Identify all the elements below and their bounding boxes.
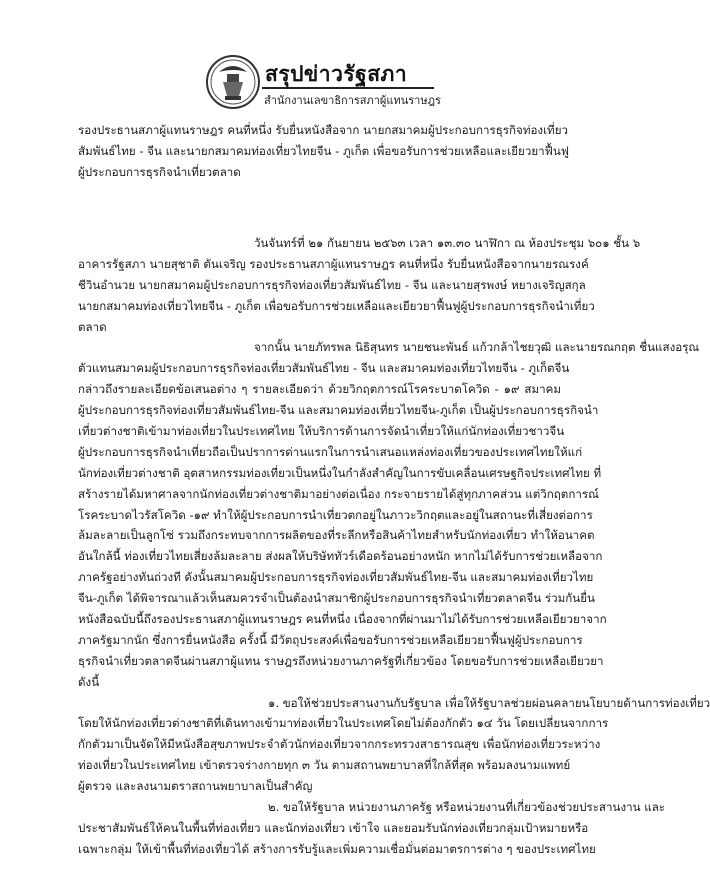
body-line: วันจันทร์ที่ ๒๑ กันยายน ๒๕๖๓ เวลา ๑๓.๓๐ นาฬิกา ณ ห้องประชุม ๖๐๑ ชั้น ๖ — [254, 236, 641, 250]
body-line: ธุรกิจนำเที่ยวตลาดจีนผ่านสภาผู้แทน ราษฎรถึงหน่วยงานภาครัฐที่เกี่ยวข้อง โดยขอรับการช่วยเหลือเยียวยา — [78, 653, 604, 668]
body-line: จีน-ภูเก็ต ได้พิจารณาแล้วเห็นสมควรจำเป็นต้องนำสมาชิกผู้ประกอบการธุรกิจนำเที่ยวตลาดจีน ร่วมกันยื่น — [78, 591, 595, 606]
body-line: สร้างรายได้มหาศาลจากนักท่องเที่ยวต่างชาติมาอย่างต่อเนื่อง กระจายรายได้สู่ทุกภาคส่วน แต่วิกฤตการณ์ — [78, 486, 599, 501]
body-line: ตลาด — [78, 319, 107, 334]
headline-line: สัมพันธ์ไทย - จีน และนายกสมาคมท่องเที่ยวไทยจีน - ภูเก็ต เพื่อขอรับการช่วยเหลือและเยียวยาฟื้นฟู — [78, 143, 569, 158]
body-line: ภาครัฐมากนัก ซึ่งการยื่นหนังสือ ครั้งนี้ มีวัตถุประสงค์เพื่อขอรับการช่วยเหลือเยียวยาฟื้นฟูผู้ประกอบการ — [78, 632, 583, 647]
body-line: ๑. ขอให้ช่วยประสานงานกับรัฐบาล เพื่อให้รัฐบาลช่วยผ่อนคลายนโยบายด้านการท่องเที่ยว — [268, 695, 710, 710]
body-line: ล้มละลายเป็นลูกโซ่ รวมถึงกระทบจากการผลิตของที่ระลึกหรือสินค้าไทยสำหรับนักท่องเที่ยว ทำให้อนาคต — [78, 528, 595, 543]
body-line: ประชาสัมพันธ์ให้คนในพื้นที่ท่องเที่ยว และนักท่องเที่ยว เข้าใจ และยอมรับนักท่องเที่ยวกลุ่มเป้าหมายหรือ — [78, 820, 589, 835]
body-line: หนังสือฉบับนี้ถึงรองประธานสภาผู้แทนราษฎร คนที่หนึ่ง เนื่องจากที่ผ่านมาไม่ได้รับการช่วยเหลือเยียวยาจาก — [78, 612, 607, 627]
body-line: นายกสมาคมท่องเที่ยวไทยจีน - ภูเก็ต เพื่อขอรับการช่วยเหลือและเยียวยาฟื้นฟูผู้ประกอบการธุรกิจนำเที่ยว — [78, 298, 595, 313]
body-line: โรคระบาดไวรัสโควิด -๑๙ ทำให้ผู้ประกอบการนำเที่ยวตกอยู่ในภาวะวิกฤตและอยู่ในสถานะที่เสี่ยงต่อการ — [78, 507, 593, 522]
body-line: ผู้ตรวจ และลงนามตราสถานพยาบาลเป็นสำคัญ — [78, 779, 313, 794]
body-line: นักท่องเที่ยวต่างชาติ อุตสาหกรรมท่องเที่ยวเป็นหนึ่งในกำลังสำคัญในการขับเคลื่อนเศรษฐกิจประเทศไทย ที่ — [78, 465, 602, 480]
body-line: ผู้ประกอบการธุรกิจนำเที่ยวถือเป็นปราการด่านแรกในการนำเสนอแหล่งท่องเที่ยวของประเทศไทยให้แก่ — [78, 444, 583, 459]
body-line: กักตัวมาเป็นจัดให้มีหนังสือสุขภาพประจำตัวนักท่องเที่ยวจากกระทรวงสาธารณสุข เพื่อนักท่องเที่ยวระหว่าง — [78, 737, 601, 752]
body-line: เฉพาะกลุ่ม ให้เข้าพื้นที่ท่องเที่ยวได้ สร้างการรับรู้และเพิ่มความเชื่อมั่นต่อมาตรการต่าง ๆ ของประเทศไทย — [78, 841, 596, 856]
body-line: เที่ยวต่างชาติเข้ามาท่องเที่ยวในประเทศไทย ให้บริการด้านการจัดนำเที่ยวให้แก่นักท่องเที่ยวชาวจีน — [78, 424, 565, 439]
body-line: ชีวินอำนวย นายกสมาคมผู้ประกอบการธุรกิจท่องเที่ยวสัมพันธ์ไทย - จีน และนายสุรพงษ์ หยางเจริญสกุล — [78, 277, 586, 292]
body-line: ดังนี้ — [78, 674, 100, 689]
body-line: ๒. ขอให้รัฐบาล หน่วยงานภาครัฐ หรือหน่วยงานที่เกี่ยวข้องช่วยประสานงาน และ — [268, 800, 666, 815]
body-line: ภาครัฐอย่างทันถ่วงที ดังนั้นสมาคมผู้ประกอบการธุรกิจท่องเที่ยวสัมพันธ์ไทย-จีน และสมาคมท่องเที่ยวไทย — [78, 570, 594, 585]
headline-line: ผู้ประกอบการธุรกิจนำเที่ยวตลาด — [78, 164, 241, 179]
body-line: อันใกล้นี้ ท่องเที่ยวไทยเสี่ยงล้มละลาย ส่งผลให้บริษัททัวร์เดือดร้อนอย่างหนัก หากไม่ได้รับการช่วยเหลือจาก — [78, 549, 603, 564]
body-line: โดยให้นักท่องเที่ยวต่างชาติที่เดินทางเข้ามาท่องเที่ยวในประเทศโดยไม่ต้องกักตัว ๑๔ วัน โดยเปลี่ยนจากการ — [78, 716, 609, 731]
parliament-seal-logo — [205, 52, 261, 112]
body-line: ตัวแทนสมาคมผู้ประกอบการธุรกิจท่องเที่ยวสัมพันธ์ไทย - จีน และสมาคมท่องเที่ยวไทยจีน - ภูเก็ตจีน — [78, 361, 570, 376]
body-line: ท่องเที่ยวในประเทศไทย เข้าตรวจร่างกายทุก ๓ วัน ตามสถานพยาบาลที่ใกล้ที่สุด พร้อมลงนามแพทย์ — [78, 758, 571, 773]
body-line: จากนั้น นายภัทรพล นิธิสุนทร นายชนะพันธ์ แก้วกล้าไชยวุฒิ และนายรณกฤต ชื่นแสงอรุณ — [254, 340, 700, 355]
headline-line: รองประธานสภาผู้แทนราษฎร คนที่หนึ่ง รับยื่นหนังสือจาก นายกสมาคมผู้ประกอบการธุรกิจท่องเที่ยว — [78, 123, 569, 137]
brand-divider — [262, 87, 434, 89]
body-line: อาคารรัฐสภา นายสุชาติ ตันเจริญ รองประธานสภาผู้แทนราษฎร คนที่หนึ่ง รับยื่นหนังสือจากนายรณรงค์ — [78, 256, 589, 271]
headline — [78, 120, 569, 183]
brand-subtitle: สำนักงานเลขาธิการสภาผู้แทนราษฎร — [264, 94, 441, 107]
document-body — [78, 233, 710, 860]
brand-title: สรุปข่าวรัฐสภา — [265, 62, 408, 86]
body-line: ผู้ประกอบการธุรกิจท่องเที่ยวสัมพันธ์ไทย-จีน และสมาคมท่องเที่ยวไทยจีน-ภูเก็ต เป็นผู้ประกอบการธุรกิจนำ — [78, 403, 599, 418]
body-line: กล่าวถึงรายละเอียดข้อเสนอต่าง ๆ รายละเอียดว่า ด้วยวิกฤตการณ์โรคระบาดโควิด - ๑๙ สมาคม — [78, 382, 561, 397]
